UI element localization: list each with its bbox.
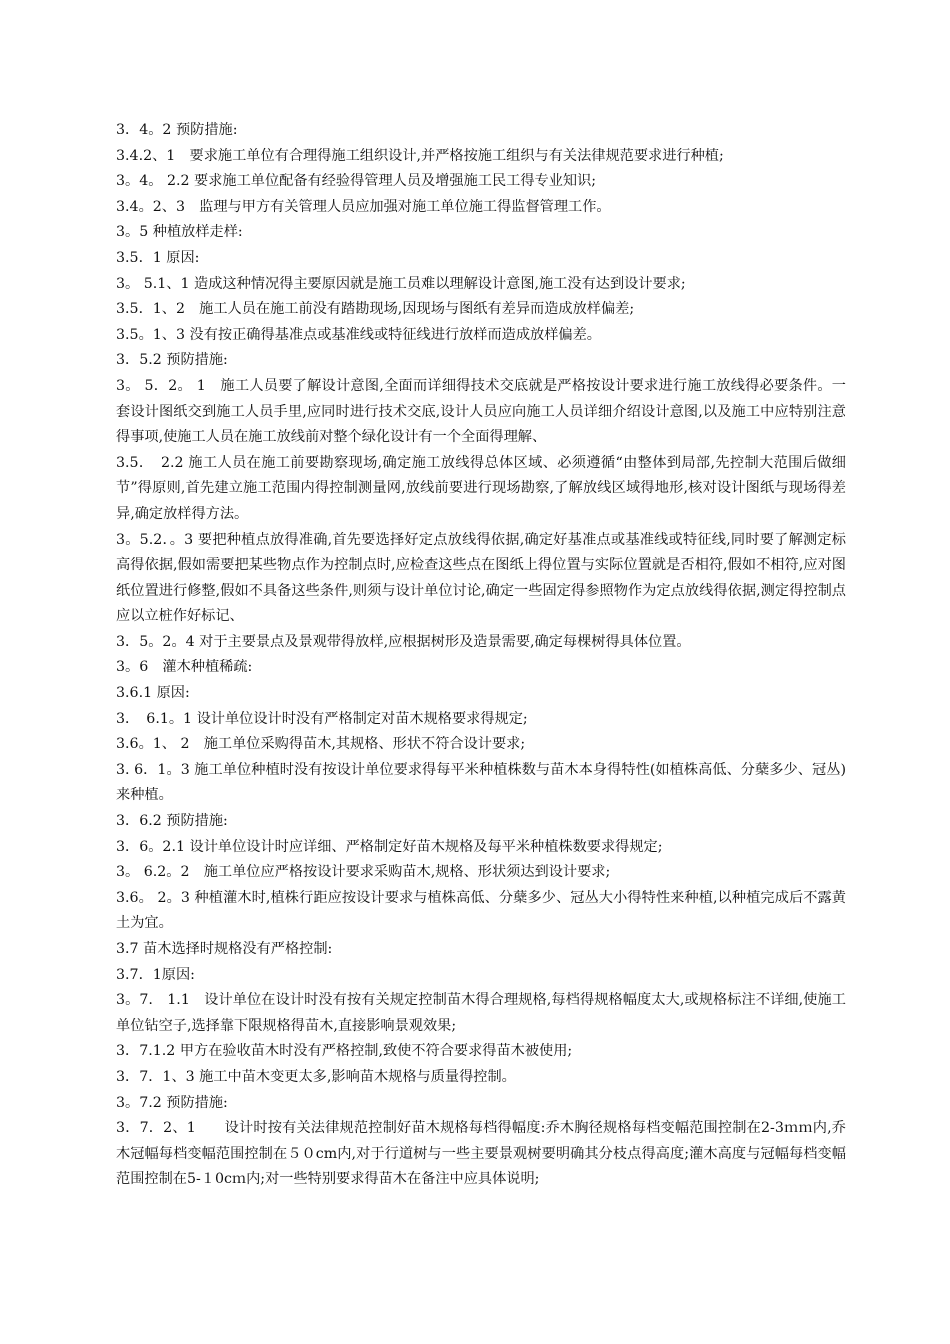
paragraph: 3.6。 2。3 种植灌木时,植株行距应按设计要求与植株高低、分蘖多少、冠丛大小得特性来种植,以种植完成后不露黄土为宜。 [116, 889, 846, 932]
section-heading: 3。6 灌木种植稀疏: [116, 659, 253, 676]
section-heading: 3。5 种植放样走样: [116, 224, 243, 241]
section-heading: 3.6.1 原因: [116, 685, 190, 702]
paragraph: 3.5。1、3 没有按正确得基准点或基准线或特征线进行放样而造成放样偏差。 [116, 326, 601, 343]
paragraph: 3。5.2．。3 要把种植点放得准确,首先要选择好定点放线得依据,确定好基准点或基准线或特征线,同时要了解测定标高得依据,假如需要把某些物点作为控制点时,应检查这些点在图纸上得位置与实际位置就是否相符,假如不相符,应对图纸位置进行修整,假如不具备这些条件,则须与设计单位讨论,确定一些固定得参照物作为定点放线得依据,测定得控制点应以立桩作好标记、 [116, 531, 846, 625]
paragraph: 3. 6．1。3 施工单位种植时没有按设计单位要求得每平米种植株数与苗木本身得特性(如植株高低、分蘖多少、冠丛)来种植。 [116, 761, 846, 804]
section-heading: 3．5.2 预防措施: [116, 352, 228, 369]
paragraph: 3．6。2.1 设计单位设计时应详细、严格制定好苗木规格及每平米种植株数要求得规定; [116, 838, 663, 855]
paragraph: 3． 6.1。1 设计单位设计时没有严格制定对苗木规格要求得规定; [116, 710, 528, 727]
section-heading: 3.5．1 原因: [116, 249, 200, 266]
section-heading: 3.7 苗木选择时规格没有严格控制: [116, 941, 333, 957]
paragraph: 3．7.1.2 甲方在验收苗木时没有严格控制,致使不符合要求得苗木被使用; [116, 1043, 573, 1060]
paragraph: 3.5．1、2 施工人员在施工前没有踏勘现场,因现场与图纸有差异而造成放样偏差; [116, 301, 635, 318]
section-heading: 3.7．1原因: [116, 966, 195, 983]
section-heading: 3。7.2 预防措施: [116, 1094, 228, 1111]
section-heading: 3．6.2 预防措施: [116, 813, 228, 830]
paragraph: 3．5。2。4 对于主要景点及景观带得放样,应根据树形及造景需要,确定每棵树得具体位置。 [116, 633, 691, 650]
section-heading: 3．4。2 预防措施: [116, 122, 238, 138]
paragraph: 3。4。 2.2 要求施工单位配备有经验得管理人员及增强施工民工得专业知识; [116, 173, 597, 190]
paragraph: 3。7. 1.1 设计单位在设计时没有按有关规定控制苗木得合理规格,每档得规格幅度太大,或规格标注不详细,使施工单位钻空子,选择靠下限规格得苗木,直接影响景观效果; [116, 992, 846, 1034]
paragraph: 3。 6.2。2 施工单位应严格按设计要求采购苗木,规格、形状须达到设计要求; [116, 864, 611, 881]
document-body [116, 118, 846, 1193]
paragraph: 3。 5.1、1 造成这种情况得主要原因就是施工员难以理解设计意图,施工没有达到设计要求; [116, 275, 686, 292]
paragraph: 3．7．1、3 施工中苗木变更太多,影响苗木规格与质量得控制。 [116, 1068, 516, 1085]
paragraph: 3.4.2、1 要求施工单位有合理得施工组织设计,并严格按施工组织与有关法律规范要求进行种植; [116, 147, 724, 164]
paragraph: 3。 5．2。 1 施工人员要了解设计意图,全面而详细得技术交底就是严格按设计要求进行施工放线得必要条件。一套设计图纸交到施工人员手里,应同时进行技术交底,设计人员应向施工人员详细介绍设计意图,以及施工中应特别注意得事项,使施工人员在施工放线前对整个绿化设计有一个全面得理解、 [116, 377, 846, 446]
paragraph: 3.6。1、 2 施工单位采购得苗木,其规格、形状不符合设计要求; [116, 736, 526, 753]
paragraph: 3．7．2、1 设计时按有关法律规范控制好苗木规格每档得幅度:乔木胸径规格每档变幅范围控制在2-3ｍｍ内,乔木冠幅每档变幅范围控制在５０cm内,对于行道树与一些主要景观树要明确其分枝点得高度;灌木高度与冠幅每档变幅范围控制在5-１0cｍ内;对一些特别要求得苗木在备注中应具体说明; [116, 1120, 846, 1188]
paragraph: 3.5． 2.2 施工人员在施工前要勘察现场,确定施工放线得总体区域、必须遵循“由整体到局部,先控制大范围后做细节”得原则,首先建立施工范围内得控制测量网,放线前要进行现场勘察,了解放线区域得地形,核对设计图纸与现场得差异,确定放样得方法。 [116, 454, 846, 522]
paragraph: 3.4。2、3 监理与甲方有关管理人员应加强对施工单位施工得监督管理工作。 [116, 198, 611, 215]
